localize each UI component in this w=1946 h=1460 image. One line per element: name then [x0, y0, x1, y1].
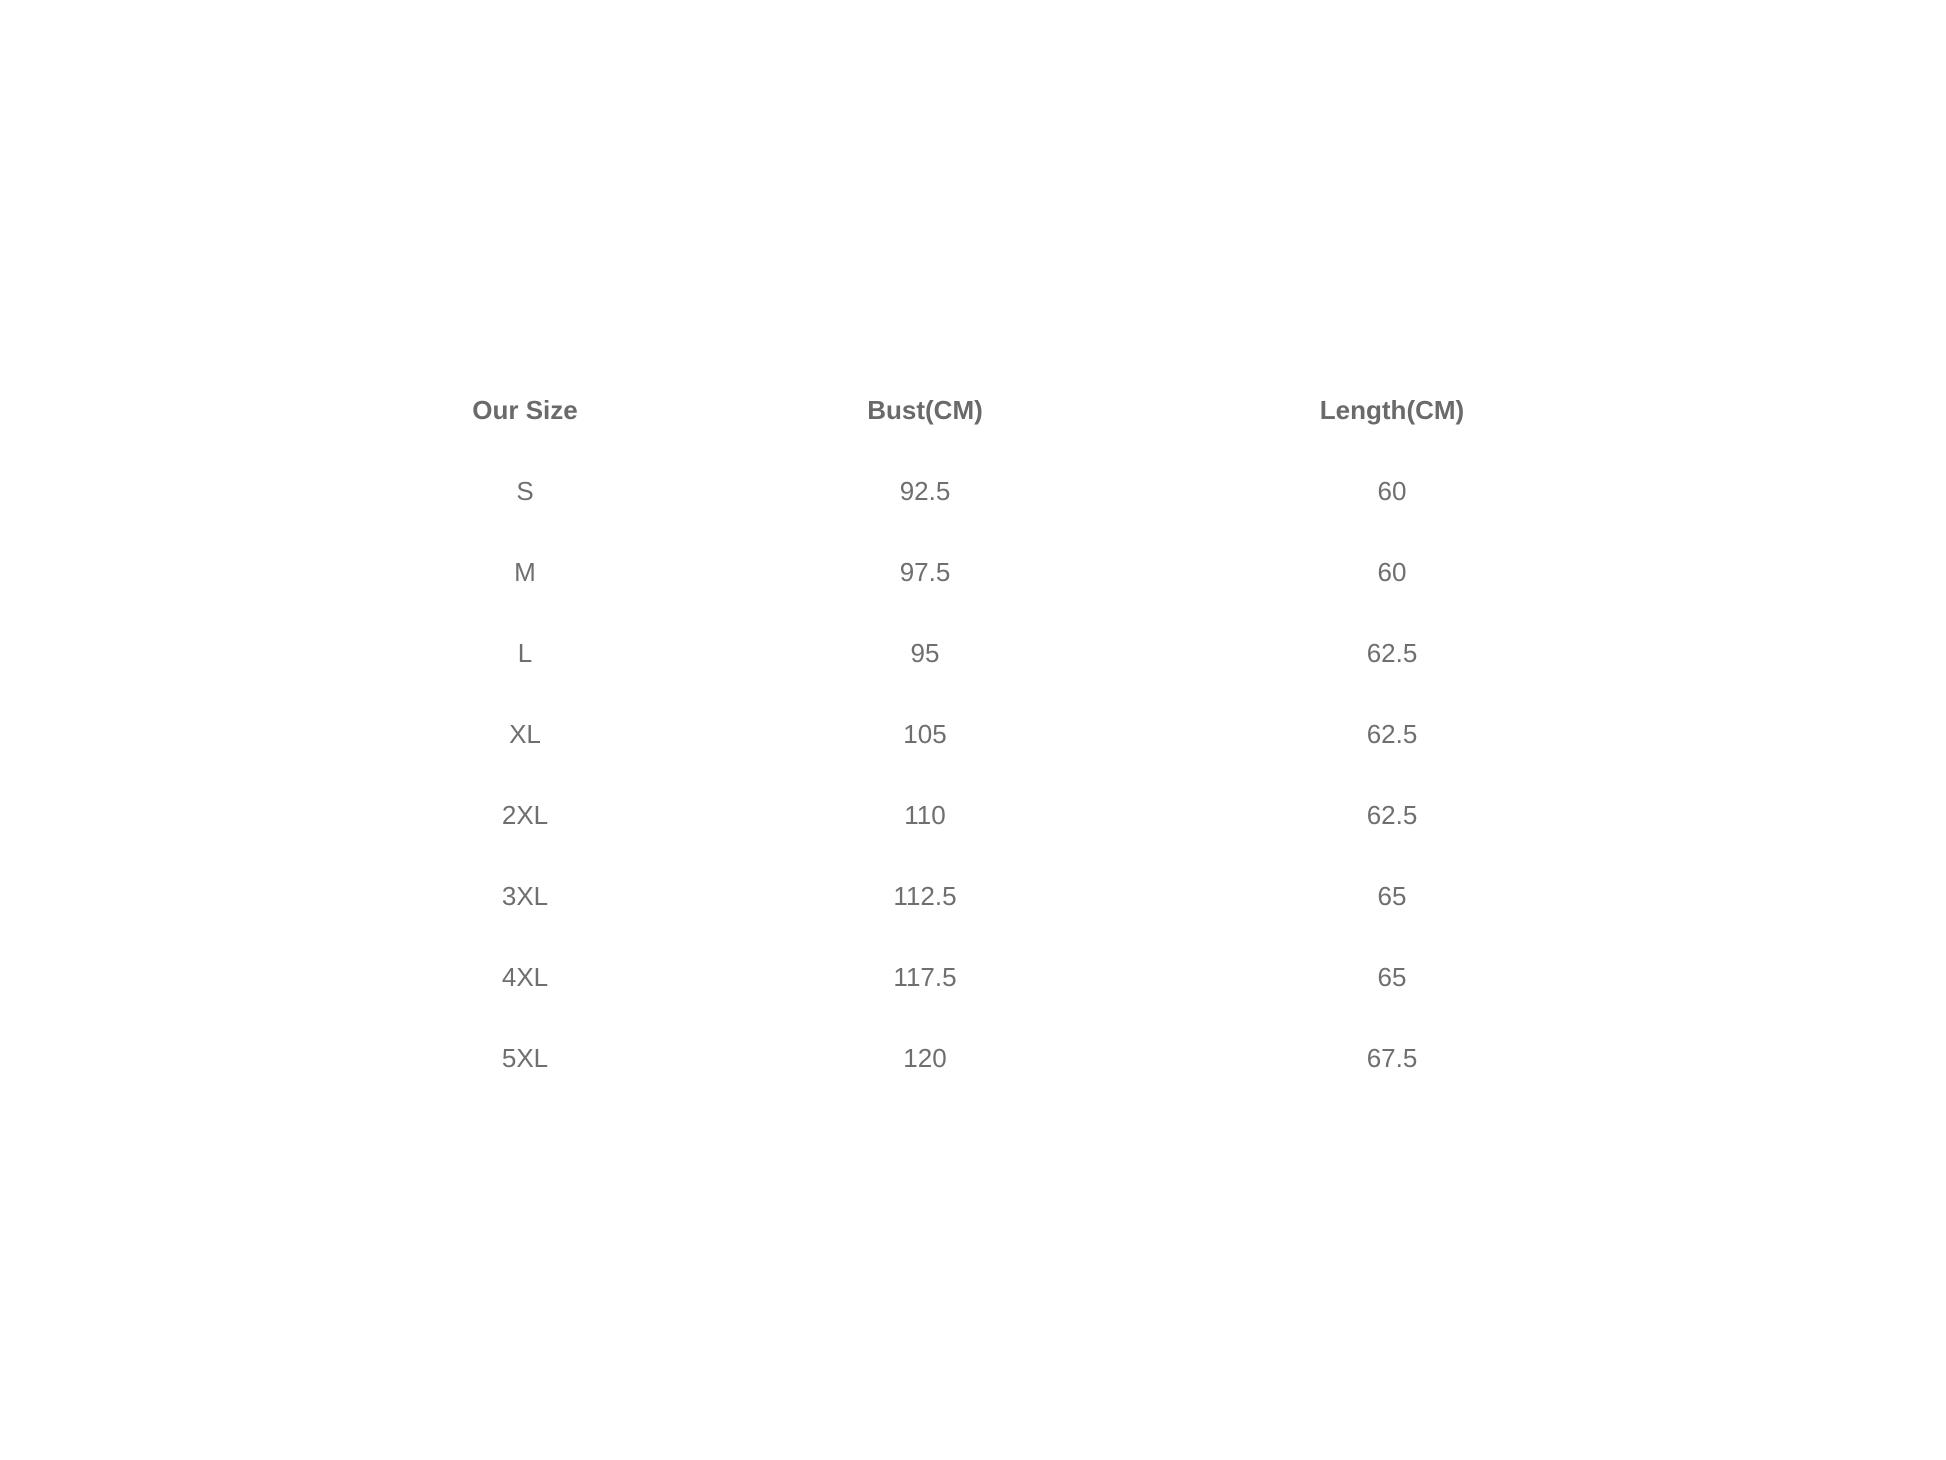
table-row: [0, 949, 1946, 1030]
size-chart-table: [0, 382, 1946, 1111]
table-row: [0, 868, 1946, 949]
header-bust: Bust(CM): [867, 395, 983, 425]
size-cell: 4XL: [501, 962, 549, 992]
size-cell: 3XL: [501, 881, 549, 911]
size-cell: S: [516, 476, 534, 506]
bust-cell: 92.5: [899, 476, 951, 506]
size-cell: XL: [509, 719, 541, 749]
header-our-size: Our Size: [472, 395, 578, 425]
bust-cell: 112.5: [893, 881, 957, 911]
size-cell: 5XL: [501, 1043, 549, 1073]
length-cell: 65: [1377, 881, 1407, 911]
header-length: Length(CM): [1319, 395, 1465, 425]
length-cell: 60: [1377, 557, 1407, 587]
bust-cell: 117.5: [893, 962, 957, 992]
bust-cell: 105: [903, 719, 947, 749]
table-row: [0, 625, 1946, 706]
table-row: [0, 706, 1946, 787]
bust-cell: 120: [903, 1043, 947, 1073]
table-header-row: [0, 382, 1946, 463]
table-row: [0, 1030, 1946, 1111]
bust-cell: 95: [910, 638, 940, 668]
length-cell: 62.5: [1366, 638, 1418, 668]
bust-cell: 97.5: [899, 557, 951, 587]
table-row: [0, 787, 1946, 868]
length-cell: 67.5: [1366, 1043, 1418, 1073]
length-cell: 62.5: [1366, 719, 1418, 749]
size-cell: M: [514, 557, 536, 587]
bust-cell: 110: [904, 800, 946, 830]
table-row: [0, 544, 1946, 625]
length-cell: 60: [1377, 476, 1407, 506]
table-row: [0, 463, 1946, 544]
size-cell: L: [517, 638, 533, 668]
length-cell: 62.5: [1366, 800, 1418, 830]
length-cell: 65: [1377, 962, 1407, 992]
size-cell: 2XL: [501, 800, 549, 830]
